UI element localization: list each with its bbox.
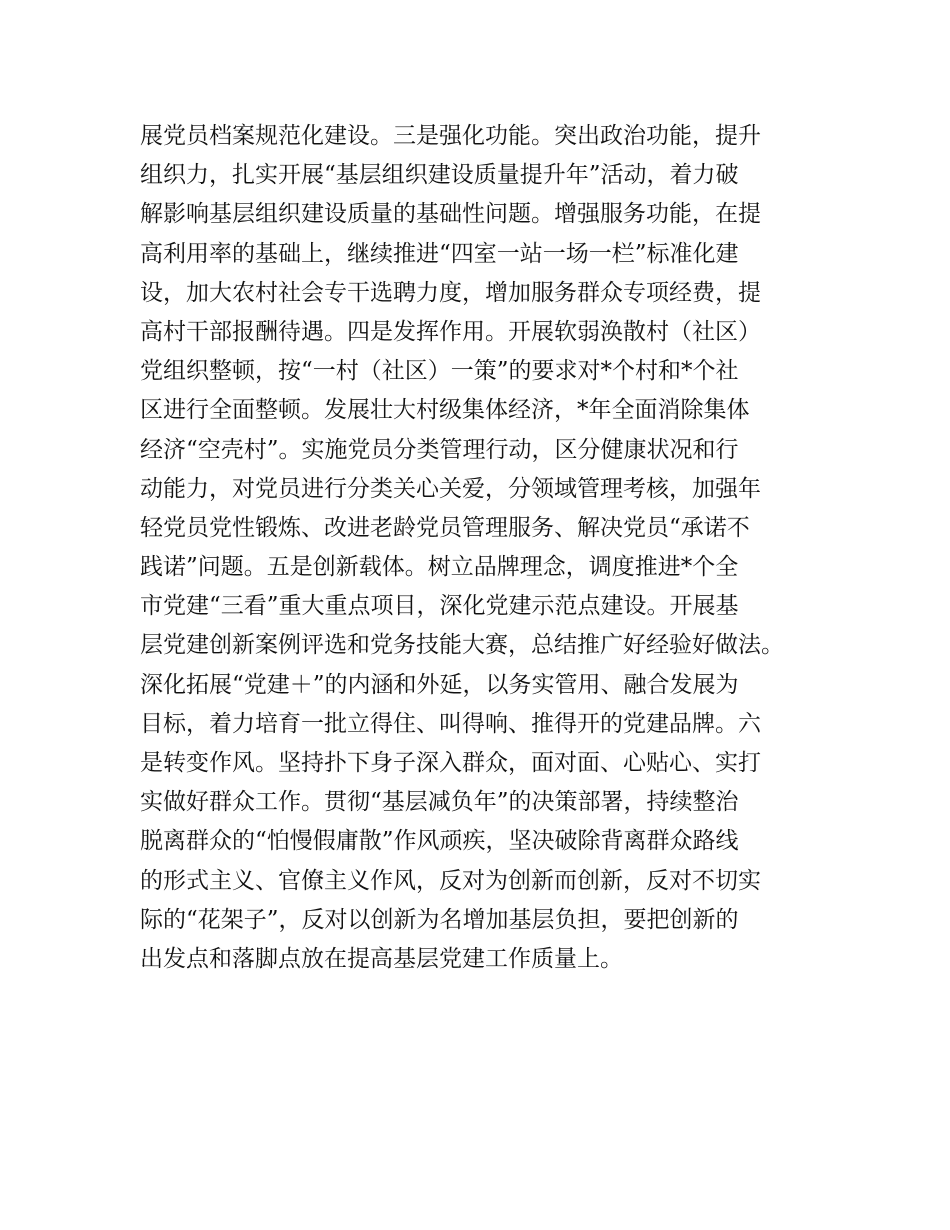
text-line: 脱离群众的“怕慢假庸散”作风顽疾，坚决破除背离群众路线 <box>140 828 739 855</box>
text-line: 设，加大农村社会专干选聘力度，增加服务群众专项经费，提 <box>140 279 761 306</box>
text-line: 层党建创新案例评选和党务技能大赛，总结推广好经验好做法。 <box>140 632 784 659</box>
text-line: 践诺”问题。五是创新载体。树立品牌理念，调度推进*个全 <box>140 554 739 581</box>
text-line: 深化拓展“党建＋”的内涵和外延，以务实管用、融合发展为 <box>140 671 739 698</box>
text-line: 展党员档案规范化建设。三是强化功能。突出政治功能，提升 <box>140 123 761 149</box>
text-line: 经济“空壳村”。实施党员分类管理行动，区分健康状况和行 <box>140 436 739 463</box>
text-line: 际的“花架子”，反对以创新为名增加基层负担，要把创新的 <box>140 906 739 933</box>
text-line: 动能力，对党员进行分类关心关爱，分领域管理考核，加强年 <box>140 475 761 502</box>
text-line: 解影响基层组织建设质量的基础性问题。增强服务功能，在提 <box>140 201 761 228</box>
text-line: 党组织整顿，按“一村（社区）一策”的要求对*个村和*个社 <box>140 358 739 385</box>
text-line: 组织力，扎实开展“基层组织建设质量提升年”活动，着力破 <box>140 162 739 189</box>
text-line: 市党建“三看”重大重点项目，深化党建示范点建设。开展基 <box>140 593 739 620</box>
text-line: 高利用率的基础上，继续推进“四室一站一场一栏”标准化建 <box>140 240 739 267</box>
text-line: 实做好群众工作。贯彻“基层减负年”的决策部署，持续整治 <box>140 789 739 816</box>
text-line: 高村干部报酬待遇。四是发挥作用。开展软弱涣散村（社区） <box>140 318 761 345</box>
text-line: 是转变作风。坚持扑下身子深入群众，面对面、心贴心、实打 <box>140 750 761 776</box>
text-line: 目标，着力培育一批立得住、叫得响、推得开的党建品牌。六 <box>140 710 761 737</box>
text-line: 的形式主义、官僚主义作风，反对为创新而创新，反对不切实 <box>140 867 761 894</box>
text-line: 轻党员党性锻炼、改进老龄党员管理服务、解决党员“承诺不 <box>140 514 750 541</box>
text-line: 区进行全面整顿。发展壮大村级集体经济，*年全面消除集体 <box>140 397 750 424</box>
document-body <box>140 117 840 979</box>
text-line: 出发点和落脚点放在提高基层党建工作质量上。 <box>140 945 623 972</box>
